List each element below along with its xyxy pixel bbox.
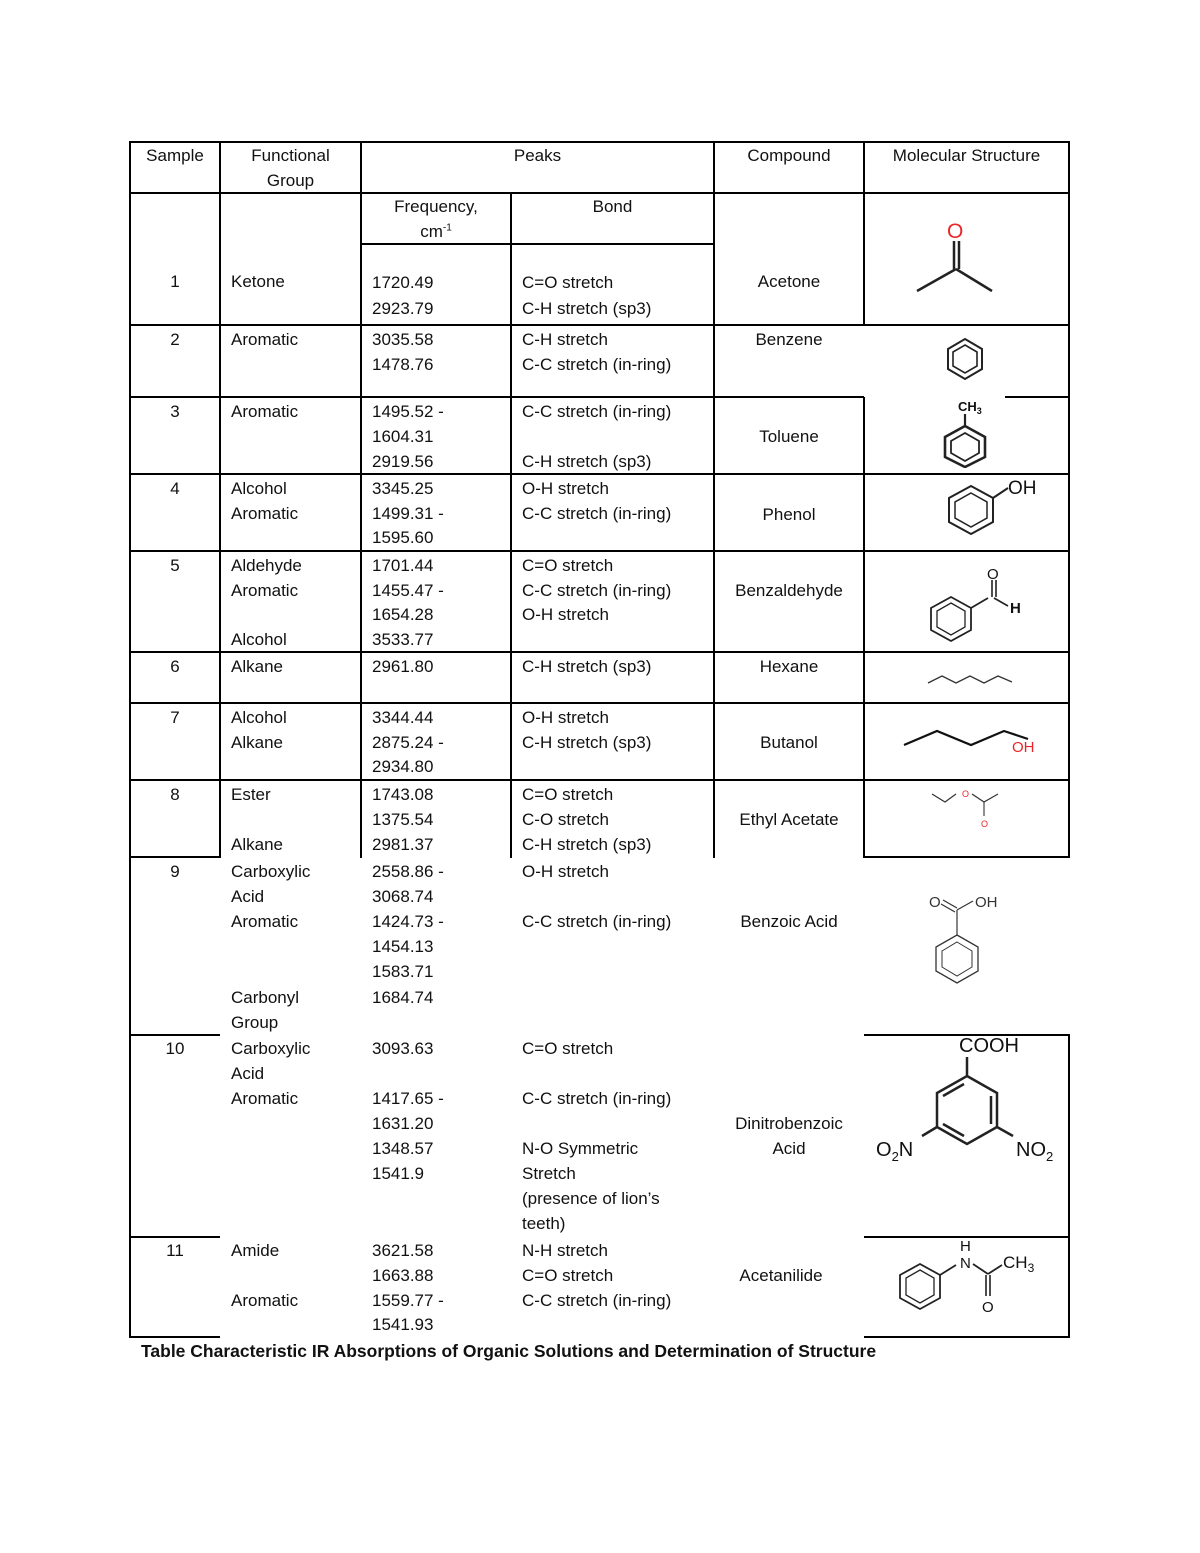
functional-group: Aromatic: [231, 330, 299, 349]
functional-group: Aromatic: [231, 504, 299, 523]
frequency: 1654.28: [372, 605, 434, 624]
bond: O-H stretch: [522, 862, 609, 881]
functional-group: Aldehyde: [231, 556, 302, 575]
sample-number: 1: [170, 272, 180, 291]
bond: O-H stretch: [522, 479, 609, 498]
functional-group: Aromatic: [231, 1291, 299, 1310]
bond: C-H stretch: [522, 330, 608, 349]
functional-group: Carboxylic: [231, 862, 311, 881]
functional-group: Aromatic: [231, 912, 299, 931]
bond: C-C stretch (in-ring): [522, 355, 672, 374]
table-caption: Table Characteristic IR Absorptions of Organic Solutions and Determination of Structure: [141, 1341, 877, 1361]
bond: Stretch: [522, 1164, 576, 1183]
frequency: 1541.9: [372, 1164, 424, 1183]
oxygen-label: O: [962, 789, 970, 799]
frequency: 1375.54: [372, 810, 434, 829]
nitro-left-label: $O_2N$: [876, 1139, 914, 1164]
functional-group: Alcohol: [231, 479, 287, 498]
header-structure: Molecular Structure: [892, 146, 1041, 165]
functional-group: Alkane: [231, 733, 283, 752]
oxygen-label: O: [947, 220, 964, 243]
sample-number: 2: [170, 330, 180, 349]
frequency: 3533.77: [372, 630, 434, 649]
frequency: 1684.74: [372, 988, 434, 1007]
bond: C=O stretch: [522, 785, 614, 804]
frequency: 1743.08: [372, 785, 434, 804]
frequency: 1348.57: [372, 1139, 434, 1158]
frequency: 1454.13: [372, 937, 434, 956]
bond: teeth): [522, 1214, 566, 1233]
compound-name: Toluene: [759, 427, 819, 446]
functional-group: Amide: [231, 1241, 280, 1260]
functional-group: Alkane: [231, 835, 283, 854]
frequency: 1631.20: [372, 1114, 434, 1133]
bond: N-O Symmetric: [522, 1139, 639, 1158]
frequency: 3344.44: [372, 708, 434, 727]
header-bond: Bond: [592, 197, 633, 216]
functional-group: Acid: [231, 1064, 265, 1083]
oxygen-label: O: [981, 819, 989, 829]
nitro-right-label: $NO_2$: [1016, 1139, 1054, 1164]
bond: C-O stretch: [522, 810, 609, 829]
sample-number: 9: [170, 862, 180, 881]
toluene-structure: [930, 396, 1000, 468]
carbonyl-oxygen-label: O: [982, 1299, 994, 1316]
frequency: 3621.58: [372, 1241, 434, 1260]
sample-number: 4: [170, 479, 180, 498]
frequency: 1583.71: [372, 962, 434, 981]
frequency: 1604.31: [372, 427, 434, 446]
methyl-label: $CH_3$: [1003, 1253, 1035, 1275]
frequency: 1701.44: [372, 556, 434, 575]
bond: C=O stretch: [522, 1266, 614, 1285]
header-functional-group-line1: Functional: [251, 146, 330, 165]
carboxyl-label: COOH: [959, 1035, 1019, 1057]
methyl-label: $CH_3$: [958, 399, 982, 416]
bond: C-C stretch (in-ring): [522, 912, 672, 931]
bond: C-H stretch (sp3): [522, 733, 652, 752]
functional-group: Aromatic: [231, 581, 299, 600]
bond: C-C stretch (in-ring): [522, 504, 672, 523]
acetone-structure: [910, 214, 1000, 298]
frequency: 1720.49: [372, 273, 434, 292]
oxygen-label: O: [929, 894, 941, 911]
bond: C-H stretch (sp3): [522, 452, 652, 471]
header-frequency-unit: $cm^{-1}$: [420, 222, 452, 241]
sample-number: 3: [170, 402, 180, 421]
bond: C=O stretch: [522, 1039, 614, 1058]
compound-name: Acetanilide: [739, 1266, 823, 1285]
compound-name: Butanol: [760, 733, 818, 752]
header-functional-group-line2: Group: [266, 171, 315, 190]
header-compound: Compound: [747, 146, 831, 165]
bond: C-C stretch (in-ring): [522, 402, 672, 421]
functional-group: Carbonyl: [231, 988, 300, 1007]
frequency: 2875.24 -: [372, 733, 444, 752]
sample-number: 11: [166, 1241, 184, 1260]
hydroxyl-label: OH: [1008, 478, 1037, 499]
header-peaks: Peaks: [513, 146, 562, 165]
frequency: 1499.31 -: [372, 504, 444, 523]
phenol-structure: [940, 476, 1040, 546]
hydrogen-label: H: [1010, 600, 1021, 617]
butanol-structure: [900, 722, 1050, 758]
functional-group: Ketone: [231, 272, 285, 291]
frequency: 1478.76: [372, 355, 434, 374]
frequency: 3068.74: [372, 887, 434, 906]
frequency: 1595.60: [372, 528, 434, 547]
compound-name: Benzoic Acid: [740, 912, 838, 931]
bond: C-H stretch (sp3): [522, 299, 652, 318]
compound-name: Acid: [772, 1139, 806, 1158]
benzene-structure: [942, 336, 988, 382]
frequency: 3035.58: [372, 330, 434, 349]
compound-name: Benzaldehyde: [735, 581, 843, 600]
bond: C=O stretch: [522, 556, 614, 575]
header-sample: Sample: [146, 146, 204, 165]
frequency: 1417.65 -: [372, 1089, 444, 1108]
functional-group: Acid: [231, 887, 265, 906]
frequency: 1559.77 -: [372, 1291, 444, 1310]
oxygen-label: O: [987, 566, 999, 583]
functional-group: Ester: [231, 785, 271, 804]
sample-number: 7: [170, 708, 180, 727]
frequency: 3345.25: [372, 479, 434, 498]
frequency: 2923.79: [372, 299, 434, 318]
frequency: 1495.52 -: [372, 402, 444, 421]
acetanilide-structure: [890, 1238, 1050, 1322]
nitrogen-label: N: [960, 1255, 971, 1272]
header-frequency: Frequency,: [394, 197, 478, 216]
bond: C-H stretch (sp3): [522, 835, 652, 854]
benzoic-acid-structure: [925, 890, 1015, 990]
functional-group: Carboxylic: [231, 1039, 311, 1058]
functional-group: Aromatic: [231, 1089, 299, 1108]
functional-group: Alcohol: [231, 708, 287, 727]
frequency: 2981.37: [372, 835, 434, 854]
bond: O-H stretch: [522, 605, 609, 624]
bond: C-H stretch (sp3): [522, 657, 652, 676]
compound-name: Ethyl Acetate: [739, 810, 839, 829]
compound-name: Dinitrobenzoic: [735, 1114, 843, 1133]
frequency: 2934.80: [372, 757, 434, 776]
functional-group: Alkane: [231, 657, 283, 676]
functional-group: Aromatic: [231, 402, 299, 421]
sample-number: 5: [170, 556, 180, 575]
frequency: 1455.47 -: [372, 581, 444, 600]
bond: O-H stretch: [522, 708, 609, 727]
bond: (presence of lion’s: [522, 1189, 660, 1208]
bond: C-C stretch (in-ring): [522, 581, 672, 600]
compound-name: Hexane: [759, 657, 819, 676]
frequency: 2558.86 -: [372, 862, 444, 881]
benzaldehyde-structure: [924, 564, 1028, 644]
sample-number: 8: [170, 785, 180, 804]
compound-name: Benzene: [755, 330, 823, 349]
hexane-structure: [925, 670, 1017, 690]
bond: C=O stretch: [522, 273, 614, 292]
compound-name: Acetone: [757, 272, 821, 291]
ethyl-acetate-structure: [928, 784, 1008, 830]
amide-hydrogen-label: H: [960, 1238, 971, 1255]
frequency: 1663.88: [372, 1266, 434, 1285]
hydroxyl-label: OH: [1012, 739, 1035, 756]
frequency: 2919.56: [372, 452, 434, 471]
frequency: 1424.73 -: [372, 912, 444, 931]
bond: C-C stretch (in-ring): [522, 1089, 672, 1108]
bond: N-H stretch: [522, 1241, 608, 1260]
functional-group: Alcohol: [231, 630, 287, 649]
compound-name: Phenol: [762, 505, 816, 524]
hydroxyl-label: OH: [975, 894, 998, 911]
functional-group: Group: [231, 1013, 279, 1032]
sample-number: 10: [165, 1039, 185, 1058]
sample-number: 6: [170, 657, 180, 676]
dinitrobenzoic-acid-structure: [870, 1034, 1062, 1164]
frequency: 1541.93: [372, 1315, 434, 1334]
bond: C-C stretch (in-ring): [522, 1291, 672, 1310]
frequency: 3093.63: [372, 1039, 434, 1058]
frequency: 2961.80: [372, 657, 434, 676]
